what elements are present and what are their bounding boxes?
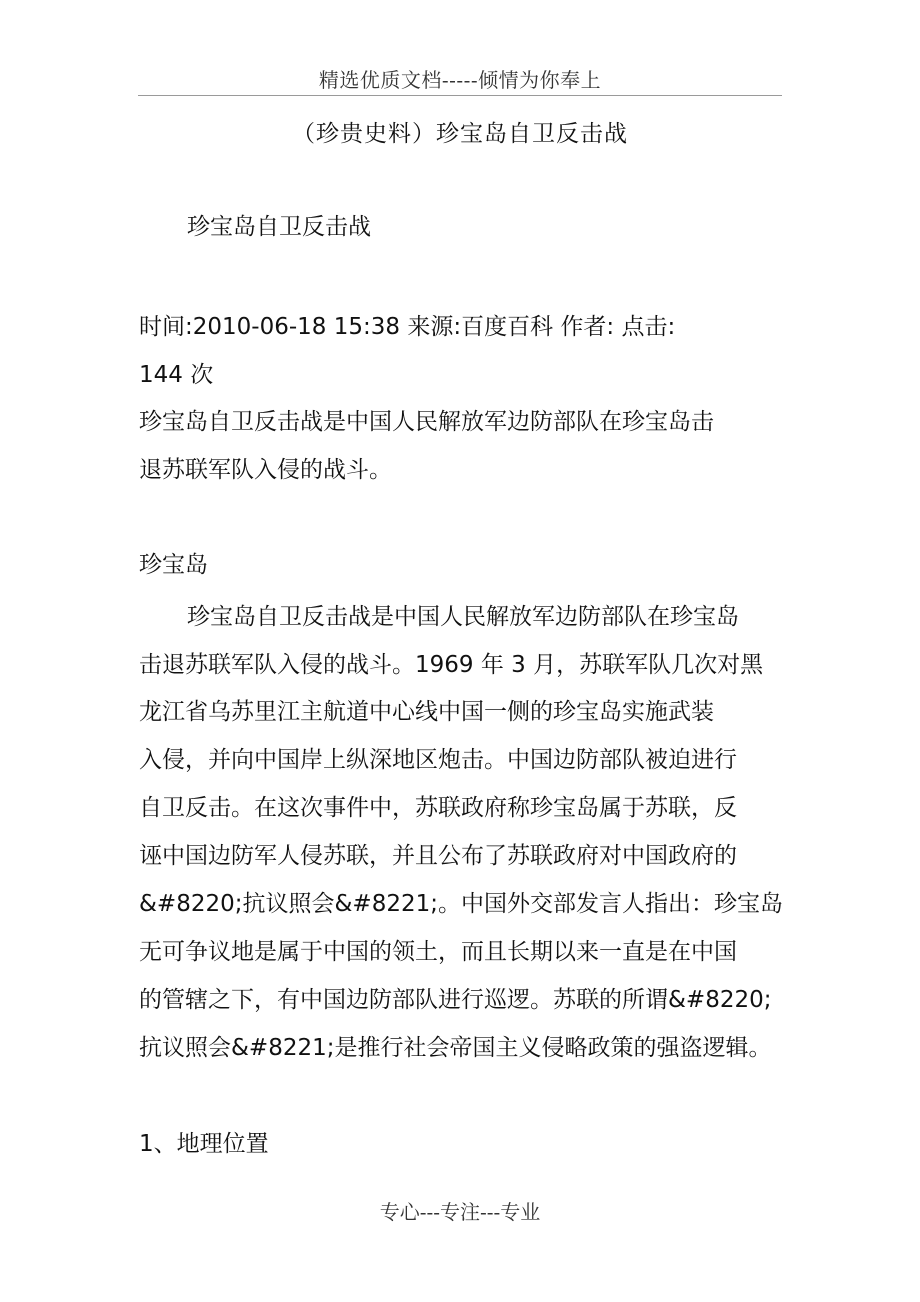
section-heading: 珍宝岛 [139,552,208,578]
intro-line: 珍宝岛自卫反击战是中国人民解放军边防部队在珍宝岛击 [139,409,714,435]
body-line: 无可争议地是属于中国的领土，而且长期以来一直是在中国 [139,939,737,965]
body-line: 入侵，并向中国岸上纵深地区炮击。中国边防部队被迫进行 [139,747,737,773]
section-heading-geography: 1、地理位置 [139,1131,269,1157]
intro-line: 退苏联军队入侵的战斗。 [139,457,392,483]
body-line: 龙江省乌苏里江主航道中心线中国一侧的珍宝岛实施武装 [139,699,714,725]
page-header-text: 精选优质文档-----倾情为你奉上 [318,68,602,92]
article-subtitle: 珍宝岛自卫反击战 [187,214,371,240]
body-line: 诬中国边防军人侵苏联，并且公布了苏联政府对中国政府的 [139,843,737,869]
body-line: 的管辖之下，有中国边防部队进行巡逻。苏联的所谓&#8220; [139,987,772,1013]
article-meta-line-2: 144 次 [139,362,214,388]
body-line: 击退苏联军队入侵的战斗。1969 年 3 月，苏联军队几次对黑 [139,652,764,678]
document-title: （珍贵史料）珍宝岛自卫反击战 [292,121,628,147]
body-line: &#8220;抗议照会&#8221;。中国外交部发言人指出：珍宝岛 [139,891,783,917]
article-meta-line-1: 时间:2010-06-18 15:38 来源:百度百科 作者: 点击: [139,314,676,340]
body-line: 珍宝岛自卫反击战是中国人民解放军边防部队在珍宝岛 [187,604,739,630]
body-line: 抗议照会&#8221;是推行社会帝国主义侵略政策的强盗逻辑。 [139,1035,772,1061]
body-line: 自卫反击。在这次事件中，苏联政府称珍宝岛属于苏联，反 [139,795,737,821]
header-divider [138,95,782,96]
page-footer-text: 专心---专注---专业 [379,1200,541,1224]
